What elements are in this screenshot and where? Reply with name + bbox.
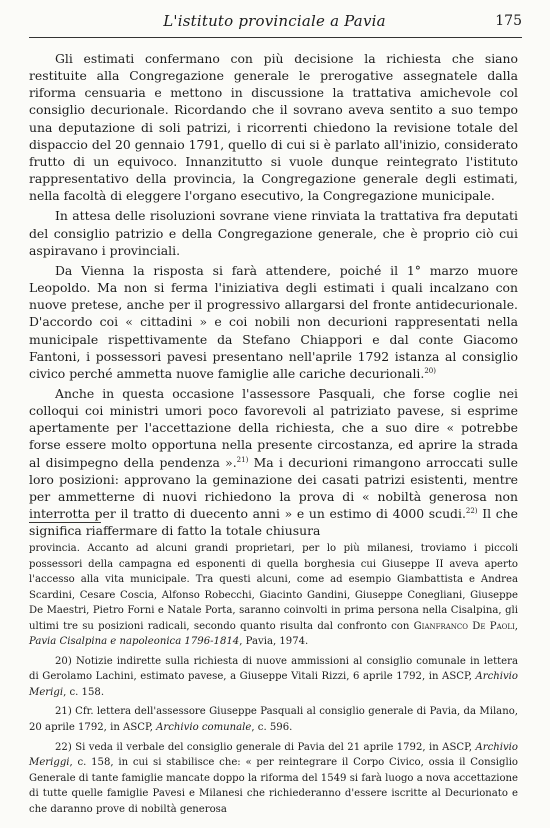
- header-rule: [29, 37, 522, 38]
- footnote-21-text: Cfr. lettera dell'assessore Giuseppe Pasquali al consiglio generale di Pavia, da Milano, 20 aprile 1792, in ASCP,: [29, 706, 518, 734]
- paragraph-3: [29, 262, 518, 382]
- footnote-ref-21: 21): [236, 455, 249, 464]
- footnote-22-number: 22): [55, 741, 72, 753]
- footnote-22: [29, 740, 518, 818]
- page-header: [27, 12, 522, 36]
- paragraph-4: [29, 385, 518, 539]
- footnote-20: [29, 654, 518, 701]
- footnote-22-text: Si veda il verbale del consiglio generale di Pavia del 21 aprile 1792, in ASCP,: [71, 741, 476, 753]
- footnote-ref-20: 20): [424, 366, 436, 375]
- footnote-21-text-b: , c. 596.: [251, 722, 293, 734]
- footnote-continuation: [29, 541, 518, 650]
- cited-author: Gianfranco De Paoli: [413, 620, 515, 632]
- footnote-22-archive: Archivio Meriggi: [29, 741, 518, 769]
- footnote-20-archive: Archivio Merigi: [29, 671, 518, 698]
- footnote-continuation-text-c: , Pavia, 1974.: [239, 636, 309, 648]
- footnote-20-text: Notizie indirette sulla richiesta di nuove ammissioni al consiglio comunale in lettera di Gerolamo Lachini, estimato pavese, a Giuseppe Vitali Rizzi, 6 aprile 1792, in ASCP,: [29, 655, 518, 683]
- paragraph-2-text: In attesa delle risoluzioni sovrane viene rinviata la trattativa fra deputati del consiglio patrizio e della Congregazione generale, che è proprio ciò cui aspiravano i provinciali.: [29, 208, 518, 258]
- page-number: 175: [495, 13, 522, 29]
- footnote-continuation-text-a: provincia. Accanto ad alcuni grandi proprietari, per lo più milanesi, troviamo i piccoli possessori della campagna ed esponenti di quella borghesia cui Giuseppe II aveva aperto l'accesso alla vita municipale. Tra questi alcuni, come ad esempio Giambattista e Andrea Scardini, Cesare Coscia, Alfonso Robecchi, Giacinto Gandini, Giuseppe Conegliani, Giuseppe De Maestri, Pietro Forni e Natale Porta, saranno coinvolti in prima persona nella Cisalpina, gli ultimi tre su posizioni radicali, secondo quanto risulta dal confronto con: [29, 543, 518, 632]
- main-text: [29, 50, 518, 542]
- footnotes: [29, 541, 518, 821]
- paragraph-1-text: Gli estimati confermano con più decisione la richiesta che siano restituite alla Congregazione generale le prerogative assegnatele dalla riforma censuaria e mettono in discussione la trattativa amichevole col consiglio decurionale. Ricordando che il sovrano aveva sentito a suo tempo una deputazione di soli patrizi, i ricorrenti chiedono la revisione totale del dispaccio del 20 gennaio 1791, quello di cui si è parlato all'inizio, considerato frutto di un equivoco. Innanzitutto si vuole dunque reintegrato l'istituto rappresentativo della provincia, la Congregazione generale degli estimati, nella facoltà di eleggere l'organo esecutivo, la Congregazione municipale.: [29, 51, 518, 204]
- paragraph-3-text: Da Vienna la risposta si farà attendere, poiché il 1° marzo muore Leopoldo. Ma non si ferma l'iniziativa degli estimati i quali incalzano con nuove pretese, anche per il progressivo allargarsi del fronte antidecurionale. D'accordo coi « cittadini » e coi nobili non decurioni rappresentati nella municipale rispettivamente da Stefano Chiappori e dal conte Giacomo Fantoni, i possessori pavesi presentano nell'aprile 1792 istanza al consiglio civico perché ammetta nuove famiglie alle cariche decurionali.: [29, 262, 518, 381]
- paragraph-2: [29, 207, 518, 258]
- footnote-ref-22: 22): [465, 506, 478, 515]
- footnote-separator: [29, 522, 101, 523]
- footnote-continuation-text-b: ,: [514, 620, 518, 632]
- footnote-20-text-b: , c. 158.: [63, 686, 105, 698]
- running-title: L'istituto provinciale a Pavia: [163, 12, 386, 30]
- footnote-21-archive: Archivio comunale: [156, 722, 252, 734]
- footnote-22-text-b: , c. 158, in cui si stabilisce che: « per reintegrare il Corpo Civico, ossia il Consiglio Generale di tante famiglie mancate doppo la riforma del 1549 si farà luogo a nova accettazione di tutte quelle famiglie Pavesi e Milanesi che richiederanno d'essere iscritte al Decurionato e che daranno prove di nobiltà generosa: [29, 757, 518, 815]
- footnote-20-number: 20): [55, 655, 72, 667]
- paragraph-4-text-c: Il che significa riaffermare di fatto la totale chiusura: [29, 506, 518, 539]
- footnote-21: [29, 704, 518, 735]
- paragraph-4-text-b: Ma i decurioni rimangono arroccati sulle loro posizioni: approvano la geminazione dei casati patrizi esistenti, mentre per ammetterne di nuovi richiedono la prova di « nobiltà generosa non interrotta per il tratto di duecento anni » e un estimo di 4000 scudi.: [29, 454, 518, 522]
- paragraph-4-text-a: Anche in questa occasione l'assessore Pasquali, che forse coglie nei colloqui coi ministri umori poco favorevoli al patriziato pavese, si esprime apertamente per l'accettazione della richiesta, che a suo dire « potrebbe forse essere molto opportuna nella presente circostanza, ed aprire la strada al disimpegno della pendenza ».: [29, 385, 518, 470]
- footnote-21-number: 21): [55, 706, 72, 718]
- cited-title: Pavia Cisalpina e napoleonica 1796-1814: [29, 636, 240, 648]
- paragraph-1: [29, 50, 518, 204]
